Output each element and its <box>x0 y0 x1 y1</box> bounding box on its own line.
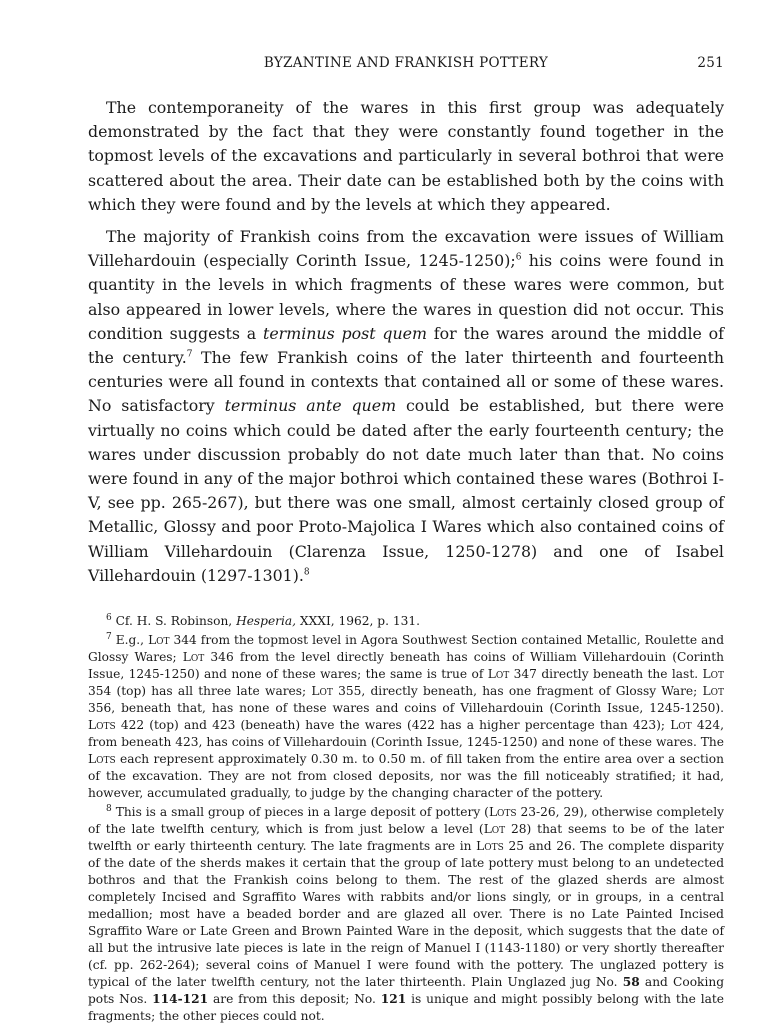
paragraph-2-text: The majority of Frankish coins from the excavation were issues of William Villehardouin (especially Corinth Issue, 1245-1250); <box>88 227 724 271</box>
paragraph-2-text: his coins were found in quantity in the levels in which fragments of these wares were common, but also appeared in lower levels, where the wares in question did not occur. This condition suggests a <box>88 251 724 343</box>
footnote-text: 23-26, 29), otherwise completely of the late twelfth century, which is from just below a level ( <box>88 805 725 837</box>
lot-label: Lots <box>488 805 517 820</box>
footnote-text: 346 from the level directly beneath has coins of William Villehardouin (Corinth Issue, 1245-1250) and none of these wares; the same is true of <box>88 650 724 682</box>
footnote-text: 354 (top) has all three late wares; <box>88 684 312 699</box>
footnote-7 <box>88 632 724 802</box>
running-title: BYZANTINE AND FRANKISH POTTERY <box>263 55 549 71</box>
italic-title: Hesperia, <box>236 614 297 629</box>
lot-label: Lot <box>702 684 724 699</box>
running-header <box>88 55 724 77</box>
footnote-text: 25 and 26. The complete disparity of the date of the sherds makes it certain that the group of late pottery must belong to an undetected bothros and that the Frankish coins belong to them. The rest of the glazed sherds are almost completely Incised and Sgraffito Wares with rabbits and/or lions singly, or in groups, in a central medallion; most have a beaded border and are glazed all over. There is no Late Painted Incised Sgraffito Ware or Late Green and Brown Painted Ware in the deposit, which suggests that the date of all but the intrusive late pieces is late in the reign of Manuel I (1143-1180) or very shortly thereafter (cf. pp. 262-264); several coins of Manuel I were found with the pottery. The unglazed pottery is typical of the later twelfth century, not the later thirteenth. Plain Unglazed jug No. <box>88 839 725 990</box>
footnote-text: and Cooking pots Nos. <box>88 975 724 1007</box>
footnote-number: 6 <box>106 613 112 623</box>
lot-label: Lot <box>311 684 333 699</box>
lot-label: Lot <box>182 650 205 665</box>
lot-label: Lot <box>670 718 692 733</box>
footnote-text: 347 directly beneath the last. <box>509 667 703 682</box>
italic-term: terminus ante quem <box>224 396 397 416</box>
footnote-text: 28) that seems to be of the later twelfth or early thirteenth century. The late fragments are in <box>88 822 724 854</box>
footnote-ref-6[interactable]: 6 <box>515 252 522 263</box>
catalog-number: 114-121 <box>152 992 209 1007</box>
footnote-text: 424, from beneath 423, has coins of Villehardouin (Corinth Issue, 1245-1250) and none of these wares. The <box>88 718 725 750</box>
paragraph-1 <box>88 96 724 217</box>
lot-label: Lots <box>88 718 116 733</box>
footnote-text: 355, directly beneath, has one fragment of Glossy Ware; <box>332 684 703 699</box>
footnote-ref-7[interactable]: 7 <box>186 349 193 360</box>
paragraph-2-text: could be established, but there were virtually no coins which could be dated after the early fourteenth century; the wares under discussion probably do not date much later than that. No coins were found in any of the major bothroi which contained these wares (Bothroi I-V, see pp. 265-267), but there was one small, almost certainly closed group of Metallic, Glossy and poor Proto-Majolica I Wares which also contained coins of William Villehardouin (Clarenza Issue, 1250-1278) and one of Isabel Villehardouin (1297-1301). <box>88 396 724 585</box>
footnote-text: This is a small group of pieces in a large deposit of pottery ( <box>111 805 489 820</box>
footnote-number: 8 <box>106 804 112 814</box>
footnote-text: 356, beneath that, has none of these wares and coins of Villehardouin (Corinth Issue, 1245-1250). <box>88 701 724 716</box>
footnote-ref-8[interactable]: 8 <box>303 567 310 578</box>
page-number: 251 <box>697 55 724 71</box>
footnote-text: each represent approximately 0.30 m. to 0.50 m. of fill taken from the entire area over a section of the excavation. They are not from closed deposits, nor was the fill noticeably stratified; it had, however, accumulated gradually, to judge by the changing character of the pottery. <box>88 752 724 801</box>
footnote-text: Cf. H. S. Robinson, <box>111 614 237 629</box>
page <box>88 55 724 1027</box>
lot-label: Lots <box>476 839 504 854</box>
footnote-number: 7 <box>106 632 112 642</box>
catalog-number: 58 <box>622 975 640 990</box>
footnote-text: XXXI, 1962, p. 131. <box>296 614 420 629</box>
footnote-text: 344 from the topmost level in Agora Southwest Section contained Metallic, Roulette and Glossy Wares; <box>88 633 724 665</box>
catalog-number: 121 <box>380 992 407 1007</box>
footnote-text: E.g., <box>111 633 149 648</box>
paragraph-2 <box>88 225 724 588</box>
paragraph-1-text: The contemporaneity of the wares in this first group was adequately demonstrated by the fact that they were constantly found together in the topmost levels of the excavations and particularly in several bothroi that were scattered about the area. Their date can be established both by the coins with which they were found and by the levels at which they appeared. <box>88 98 724 214</box>
lot-label: Lot <box>702 667 724 682</box>
lot-label: Lot <box>148 633 170 648</box>
lot-label: Lot <box>487 667 510 682</box>
footnote-text: is unique and might possibly belong with the late fragments; the other pieces could not. <box>88 992 724 1024</box>
paragraph-2-text: for the wares around the middle of the century. <box>88 323 724 368</box>
lot-label: Lots <box>88 752 116 767</box>
footnotes <box>88 613 724 1025</box>
footnote-text: are from this deposit; No. <box>208 992 381 1007</box>
paragraph-2-text: The few Frankish coins of the later thirteenth and fourteenth centuries were all found in contexts that contained all or some of these wares. No satisfactory <box>88 348 724 416</box>
footnote-text: 422 (top) and 423 (beneath) have the wares (422 has a higher percentage than 423); <box>115 718 671 733</box>
footnote-8 <box>88 804 724 1025</box>
lot-label: Lot <box>483 822 506 837</box>
main-text <box>88 96 724 588</box>
italic-term: terminus post quem <box>262 323 427 343</box>
footnote-6 <box>88 613 724 630</box>
